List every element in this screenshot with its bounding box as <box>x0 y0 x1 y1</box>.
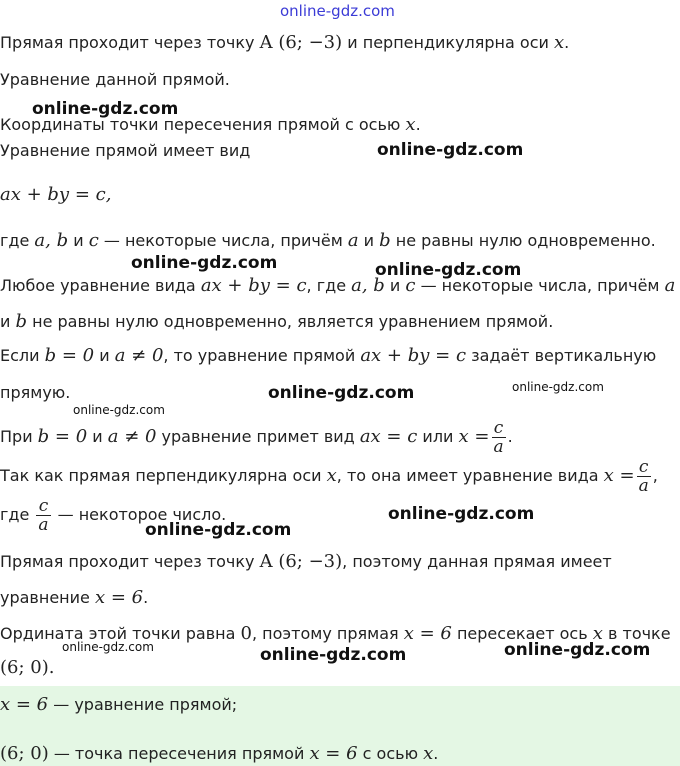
text-line: При b = 0 и a ≠ 0 уравнение примет вид ax = c или x = $\frac{c}{a}$ . <box>0 418 513 457</box>
answer-line: x = 6 — уравнение прямой; <box>0 694 238 715</box>
watermark: online-gdz.com <box>73 403 165 417</box>
text-line: Прямая проходит через точку A (6; −3), поэтому данная прямая имеет <box>0 551 612 572</box>
watermark: online-gdz.com <box>504 640 651 660</box>
text-line: Координаты точки пересечения прямой с осью x. <box>0 114 421 135</box>
text-line: (6; 0). <box>0 657 55 678</box>
watermark: online-gdz.com <box>377 140 524 160</box>
watermark: online-gdz.com <box>512 380 604 394</box>
text-line: уравнение x = 6. <box>0 587 149 608</box>
text-line: Так как прямая перпендикулярна оси x, то она имеет уравнение вида x = $\frac{c}{a}$ , <box>0 457 658 496</box>
text-line: Ордината этой точки равна 0, поэтому прямая x = 6 пересекает ось x в точке <box>0 623 671 644</box>
text-line: Уравнение данной прямой. <box>0 70 230 89</box>
text-line: Любое уравнение вида ax + by = c, где a, b и c — некоторые числа, причём a <box>0 275 676 296</box>
text-line: прямую. <box>0 383 71 402</box>
watermark: online-gdz.com <box>375 260 522 280</box>
fraction: $\frac{c}{a}$ <box>38 496 49 535</box>
text-line: где a, b и c — некоторые числа, причём a и b не равны нулю одновременно. <box>0 230 656 251</box>
answer-line: (6; 0) — точка пересечения прямой x = 6 с осью x. <box>0 743 439 764</box>
watermark: online-gdz.com <box>131 253 278 273</box>
watermark: online-gdz.com <box>268 383 415 403</box>
watermark: online-gdz.com <box>388 504 535 524</box>
text-line: Уравнение прямой имеет вид <box>0 141 251 160</box>
text-line: Прямая проходит через точку A (6; −3) и перпендикулярна оси x. <box>0 32 570 53</box>
watermark: online-gdz.com <box>62 640 154 654</box>
fraction: $\frac{c}{a}$ <box>638 457 649 496</box>
watermark: online-gdz.com <box>32 99 179 119</box>
watermark: online-gdz.com <box>145 520 292 540</box>
text-line: и b не равны нулю одновременно, является уравнением прямой. <box>0 311 554 332</box>
watermark: online-gdz.com <box>280 2 395 20</box>
text-line: где $\frac{c}{a}$ — некоторое число. <box>0 496 227 535</box>
equation: ax + by = c, <box>0 184 112 205</box>
watermark: online-gdz.com <box>260 645 407 665</box>
text-line: Если b = 0 и a ≠ 0, то уравнение прямой ax + by = c задаёт вертикальную <box>0 345 657 366</box>
fraction: $\frac{c}{a}$ <box>493 418 504 457</box>
